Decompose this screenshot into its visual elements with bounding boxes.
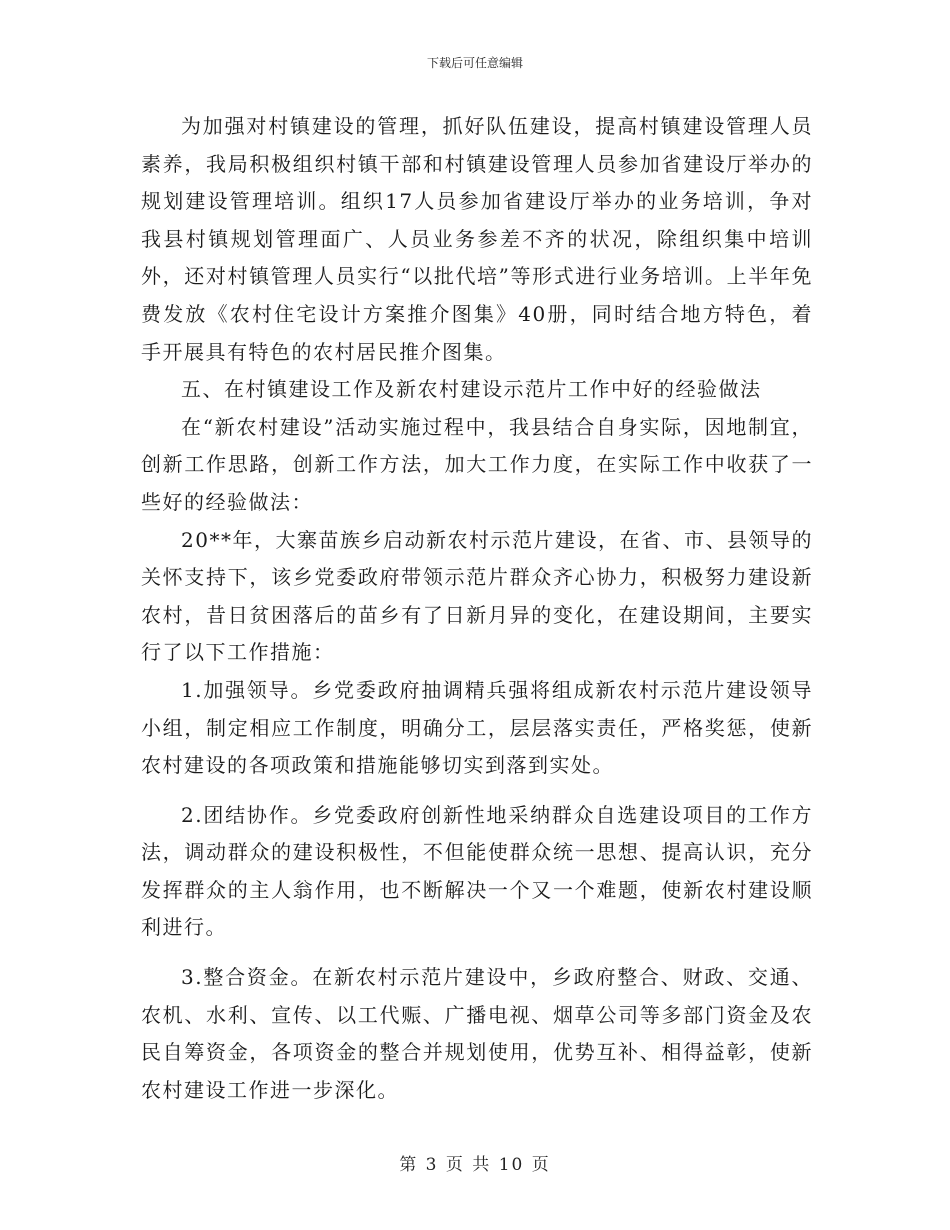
paragraph-measure-funding: 3.整合资金。在新农村示范片建设中，乡政府整合、财政、交通、农机、水利、宣传、以工代赈、广播电视、烟草公司等多部门资金及农民自筹资金，各项资金的整合并规划使用，优势互补、相得益彰，使新农村建设工作进一步深化。 [141,965,813,1102]
paragraph-training: 为加强对村镇建设的管理，抓好队伍建设，提高村镇建设管理人员素养，我局积极组织村镇干部和村镇建设管理人员参加省建设厅举办的规划建设管理培训。组织17人员参加省建设厅举办的业务培训，争对我县村镇规划管理面广、人员业务参差不齐的状况，除组织集中培训外，还对村镇管理人员实行“以批代培”等形式进行业务培训。上半年免费发放《农村住宅设计方案推介图集》40册，同时结合地方特色，着手开展具有特色的农村居民推介图集。 [141,114,813,364]
page-number-footer: 第 3 页 共 10 页 [399,1155,551,1175]
paragraph-measure-leadership: 1.加强领导。乡党委政府抽调精兵强将组成新农村示范片建设领导小组，制定相应工作制度，明确分工，层层落实责任，严格奖惩，使新农村建设的各项政策和措施能够切实到落到实处。 [141,677,813,778]
section-heading-five: 五、在村镇建设工作及新农村建设示范片工作中好的经验做法 [181,377,762,402]
page-header-note: 下载后可任意编辑 [426,56,523,70]
paragraph-dazhai-overview: 20**年，大寨苗族乡启动新农村示范片建设，在省、市、县领导的关怀支持下，该乡党委政府带领示范片群众齐心协力，积极努力建设新农村，昔日贫困落后的苗乡有了日新月异的变化，在建设期间，主要实行了以下工作措施： [141,527,813,665]
paragraph-experience-intro: 在“新农村建设”活动实施过程中，我县结合自身实际，因地制宜，创新工作思路，创新工作方法，加大工作力度，在实际工作中收获了一些好的经验做法： [141,414,813,514]
document-body [141,108,813,1109]
paragraph-measure-cooperation: 2.团结协作。乡党委政府创新性地采纳群众自选建设项目的工作方法，调动群众的建设积极性，不但能使群众统一思想、提高认识，充分发挥群众的主人翁作用，也不断解决一个又一个难题，使新农村建设顺利进行。 [141,802,813,940]
